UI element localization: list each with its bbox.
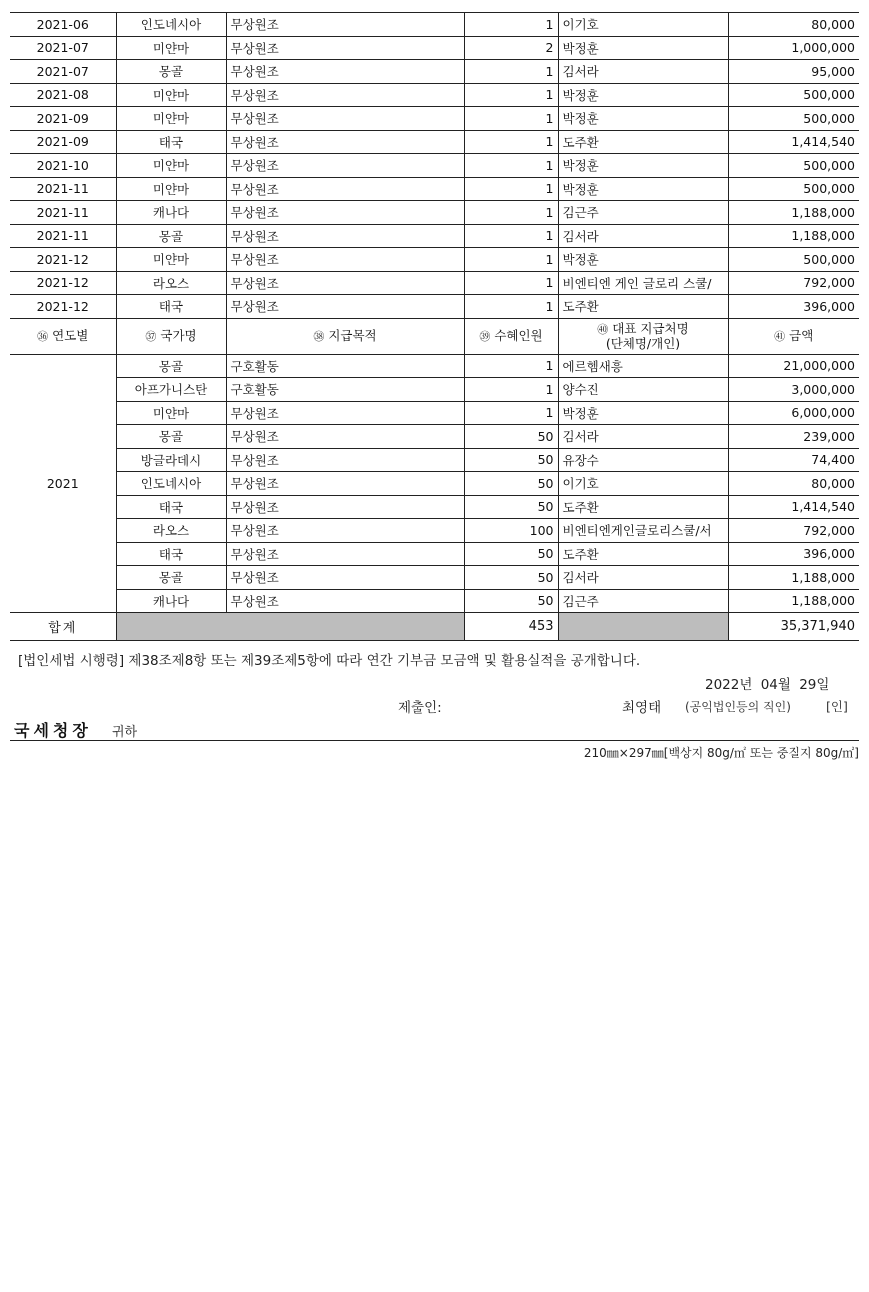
table-row	[10, 542, 859, 566]
country-cell: 태국	[116, 295, 226, 319]
country-cell: 방글라데시	[116, 448, 226, 472]
count-cell: 1	[464, 248, 558, 272]
header-count: ㊴ 수혜인원	[464, 318, 558, 354]
submission-date: 2022년 04월 29일	[705, 677, 830, 693]
table-row	[10, 448, 859, 472]
date-cell: 2021-09	[10, 130, 116, 154]
amount-cell: 80,000	[728, 13, 859, 37]
count-cell: 50	[464, 542, 558, 566]
paper-spec: 210㎜×297㎜[백상지 80g/㎡ 또는 중질지 80g/㎡]	[583, 746, 859, 760]
date-cell: 2021-07	[10, 60, 116, 84]
total-blank	[558, 613, 728, 641]
purpose-cell: 무상원조	[226, 13, 464, 37]
amount-cell: 500,000	[728, 177, 859, 201]
purpose-cell: 무상원조	[226, 472, 464, 496]
total-label: 합계	[10, 613, 116, 641]
year-cell: 2021	[10, 354, 116, 613]
purpose-cell: 무상원조	[226, 60, 464, 84]
purpose-cell: 무상원조	[226, 248, 464, 272]
date-cell: 2021-10	[10, 154, 116, 178]
amount-cell: 21,000,000	[728, 354, 859, 378]
amount-cell: 74,400	[728, 448, 859, 472]
country-cell: 태국	[116, 130, 226, 154]
amount-cell: 500,000	[728, 83, 859, 107]
date-cell: 2021-09	[10, 107, 116, 131]
count-cell: 1	[464, 224, 558, 248]
table-row	[10, 224, 859, 248]
country-cell: 미얀마	[116, 248, 226, 272]
amount-cell: 396,000	[728, 295, 859, 319]
amount-cell: 500,000	[728, 154, 859, 178]
country-cell: 캐나다	[116, 201, 226, 225]
date-cell: 2021-12	[10, 271, 116, 295]
table-row	[10, 295, 859, 319]
header-country: ㊲ 국가명	[116, 318, 226, 354]
country-cell: 인도네시아	[116, 472, 226, 496]
table-row	[10, 13, 859, 37]
payee-cell: 김서라	[558, 566, 728, 590]
payee-cell: 이기호	[558, 13, 728, 37]
payee-cell: 박정훈	[558, 177, 728, 201]
table-row	[10, 60, 859, 84]
table-header-row	[10, 318, 859, 354]
purpose-cell: 무상원조	[226, 271, 464, 295]
purpose-cell: 무상원조	[226, 542, 464, 566]
disclosure-notice: [법인세법 시행령] 제38조제8항 또는 제39조제5항에 따라 연간 기부금 모금액 및 활용실적을 공개합니다.	[18, 653, 641, 669]
submitter-name: 최영태	[622, 700, 662, 716]
date-cell: 2021-12	[10, 248, 116, 272]
amount-cell: 1,188,000	[728, 201, 859, 225]
count-cell: 2	[464, 36, 558, 60]
amount-cell: 1,188,000	[728, 589, 859, 613]
date-cell: 2021-06	[10, 13, 116, 37]
table-row	[10, 36, 859, 60]
payee-cell: 도주환	[558, 495, 728, 519]
count-cell: 50	[464, 425, 558, 449]
table-row	[10, 519, 859, 543]
total-blank	[116, 613, 464, 641]
payee-cell: 박정훈	[558, 36, 728, 60]
count-cell: 50	[464, 589, 558, 613]
amount-cell: 396,000	[728, 542, 859, 566]
total-amount: 35,371,940	[728, 613, 859, 641]
recipient: 국세청장	[14, 721, 92, 740]
table-row	[10, 378, 859, 402]
honorific: 귀하	[112, 725, 138, 740]
count-cell: 1	[464, 130, 558, 154]
amount-cell: 1,000,000	[728, 36, 859, 60]
purpose-cell: 무상원조	[226, 177, 464, 201]
table-row	[10, 401, 859, 425]
amount-cell: 1,414,540	[728, 495, 859, 519]
count-cell: 1	[464, 378, 558, 402]
payee-cell: 도주환	[558, 130, 728, 154]
monthly-donation-table	[10, 12, 859, 319]
table-row	[10, 154, 859, 178]
table-row	[10, 472, 859, 496]
count-cell: 1	[464, 354, 558, 378]
purpose-cell: 무상원조	[226, 154, 464, 178]
table-row	[10, 271, 859, 295]
country-cell: 인도네시아	[116, 13, 226, 37]
amount-cell: 6,000,000	[728, 401, 859, 425]
purpose-cell: 무상원조	[226, 107, 464, 131]
table-row	[10, 201, 859, 225]
count-cell: 1	[464, 401, 558, 425]
count-cell: 100	[464, 519, 558, 543]
country-cell: 미얀마	[116, 177, 226, 201]
payee-cell: 양수진	[558, 378, 728, 402]
country-cell: 미얀마	[116, 83, 226, 107]
count-cell: 50	[464, 495, 558, 519]
count-cell: 50	[464, 448, 558, 472]
count-cell: 1	[464, 154, 558, 178]
count-cell: 50	[464, 472, 558, 496]
country-cell: 라오스	[116, 271, 226, 295]
table-row	[10, 354, 859, 378]
count-cell: 1	[464, 13, 558, 37]
amount-cell: 792,000	[728, 271, 859, 295]
payee-cell: 비엔티엔게인글로리스쿨/서	[558, 519, 728, 543]
amount-cell: 500,000	[728, 248, 859, 272]
count-cell: 1	[464, 201, 558, 225]
table-row	[10, 177, 859, 201]
payee-cell: 도주환	[558, 295, 728, 319]
country-cell: 캐나다	[116, 589, 226, 613]
amount-cell: 95,000	[728, 60, 859, 84]
payee-cell: 김서라	[558, 60, 728, 84]
payee-cell: 김근주	[558, 201, 728, 225]
date-cell: 2021-12	[10, 295, 116, 319]
header-amount: ㊶ 금액	[728, 318, 859, 354]
total-row	[10, 613, 859, 641]
purpose-cell: 무상원조	[226, 201, 464, 225]
country-cell: 태국	[116, 542, 226, 566]
payee-cell: 박정훈	[558, 401, 728, 425]
count-cell: 1	[464, 177, 558, 201]
country-cell: 몽골	[116, 566, 226, 590]
purpose-cell: 무상원조	[226, 425, 464, 449]
header-payee: ㊵ 대표 지급처명 (단체명/개인)	[558, 318, 728, 354]
donation-report	[10, 12, 859, 641]
count-cell: 1	[464, 60, 558, 84]
country-cell: 아프가니스탄	[116, 378, 226, 402]
country-cell: 미얀마	[116, 107, 226, 131]
purpose-cell: 무상원조	[226, 224, 464, 248]
amount-cell: 500,000	[728, 107, 859, 131]
country-cell: 몽골	[116, 224, 226, 248]
seal-mark: [인]	[826, 699, 848, 714]
purpose-cell: 무상원조	[226, 36, 464, 60]
payee-cell: 박정훈	[558, 154, 728, 178]
payee-cell: 김근주	[558, 589, 728, 613]
total-count: 453	[464, 613, 558, 641]
country-cell: 미얀마	[116, 36, 226, 60]
date-cell: 2021-11	[10, 201, 116, 225]
purpose-cell: 무상원조	[226, 566, 464, 590]
purpose-cell: 무상원조	[226, 495, 464, 519]
amount-cell: 239,000	[728, 425, 859, 449]
header-purpose: ㊳ 지급목적	[226, 318, 464, 354]
count-cell: 1	[464, 107, 558, 131]
amount-cell: 1,188,000	[728, 224, 859, 248]
amount-cell: 80,000	[728, 472, 859, 496]
date-cell: 2021-08	[10, 83, 116, 107]
amount-cell: 1,188,000	[728, 566, 859, 590]
table-row	[10, 589, 859, 613]
payee-cell: 김서라	[558, 224, 728, 248]
submitter-title: (공익법인등의 직인)	[685, 700, 791, 714]
payee-cell: 유장수	[558, 448, 728, 472]
date-cell: 2021-11	[10, 224, 116, 248]
header-year: ㊱ 연도별	[10, 318, 116, 354]
country-cell: 몽골	[116, 425, 226, 449]
country-cell: 라오스	[116, 519, 226, 543]
table-row	[10, 248, 859, 272]
annual-summary-table	[10, 318, 859, 642]
bottom-rule	[10, 740, 859, 741]
payee-cell: 박정훈	[558, 248, 728, 272]
count-cell: 1	[464, 295, 558, 319]
count-cell: 1	[464, 271, 558, 295]
payee-cell: 김서라	[558, 425, 728, 449]
table-row	[10, 425, 859, 449]
purpose-cell: 무상원조	[226, 448, 464, 472]
amount-cell: 1,414,540	[728, 130, 859, 154]
purpose-cell: 무상원조	[226, 295, 464, 319]
purpose-cell: 구호활동	[226, 354, 464, 378]
country-cell: 태국	[116, 495, 226, 519]
amount-cell: 792,000	[728, 519, 859, 543]
country-cell: 몽골	[116, 354, 226, 378]
purpose-cell: 무상원조	[226, 83, 464, 107]
table-row	[10, 566, 859, 590]
count-cell: 1	[464, 83, 558, 107]
country-cell: 미얀마	[116, 154, 226, 178]
payee-cell: 도주환	[558, 542, 728, 566]
payee-cell: 에르헴새흥	[558, 354, 728, 378]
purpose-cell: 무상원조	[226, 130, 464, 154]
count-cell: 50	[464, 566, 558, 590]
purpose-cell: 무상원조	[226, 519, 464, 543]
payee-cell: 비엔티엔 게인 글로리 스쿨/	[558, 271, 728, 295]
table-row	[10, 130, 859, 154]
payee-cell: 박정훈	[558, 107, 728, 131]
purpose-cell: 구호활동	[226, 378, 464, 402]
amount-cell: 3,000,000	[728, 378, 859, 402]
country-cell: 미얀마	[116, 401, 226, 425]
payee-cell: 이기호	[558, 472, 728, 496]
table-row	[10, 83, 859, 107]
purpose-cell: 무상원조	[226, 401, 464, 425]
date-cell: 2021-11	[10, 177, 116, 201]
table-row	[10, 107, 859, 131]
submitter-label: 제출인:	[398, 700, 442, 716]
country-cell: 몽골	[116, 60, 226, 84]
date-cell: 2021-07	[10, 36, 116, 60]
purpose-cell: 무상원조	[226, 589, 464, 613]
table-row	[10, 495, 859, 519]
payee-cell: 박정훈	[558, 83, 728, 107]
